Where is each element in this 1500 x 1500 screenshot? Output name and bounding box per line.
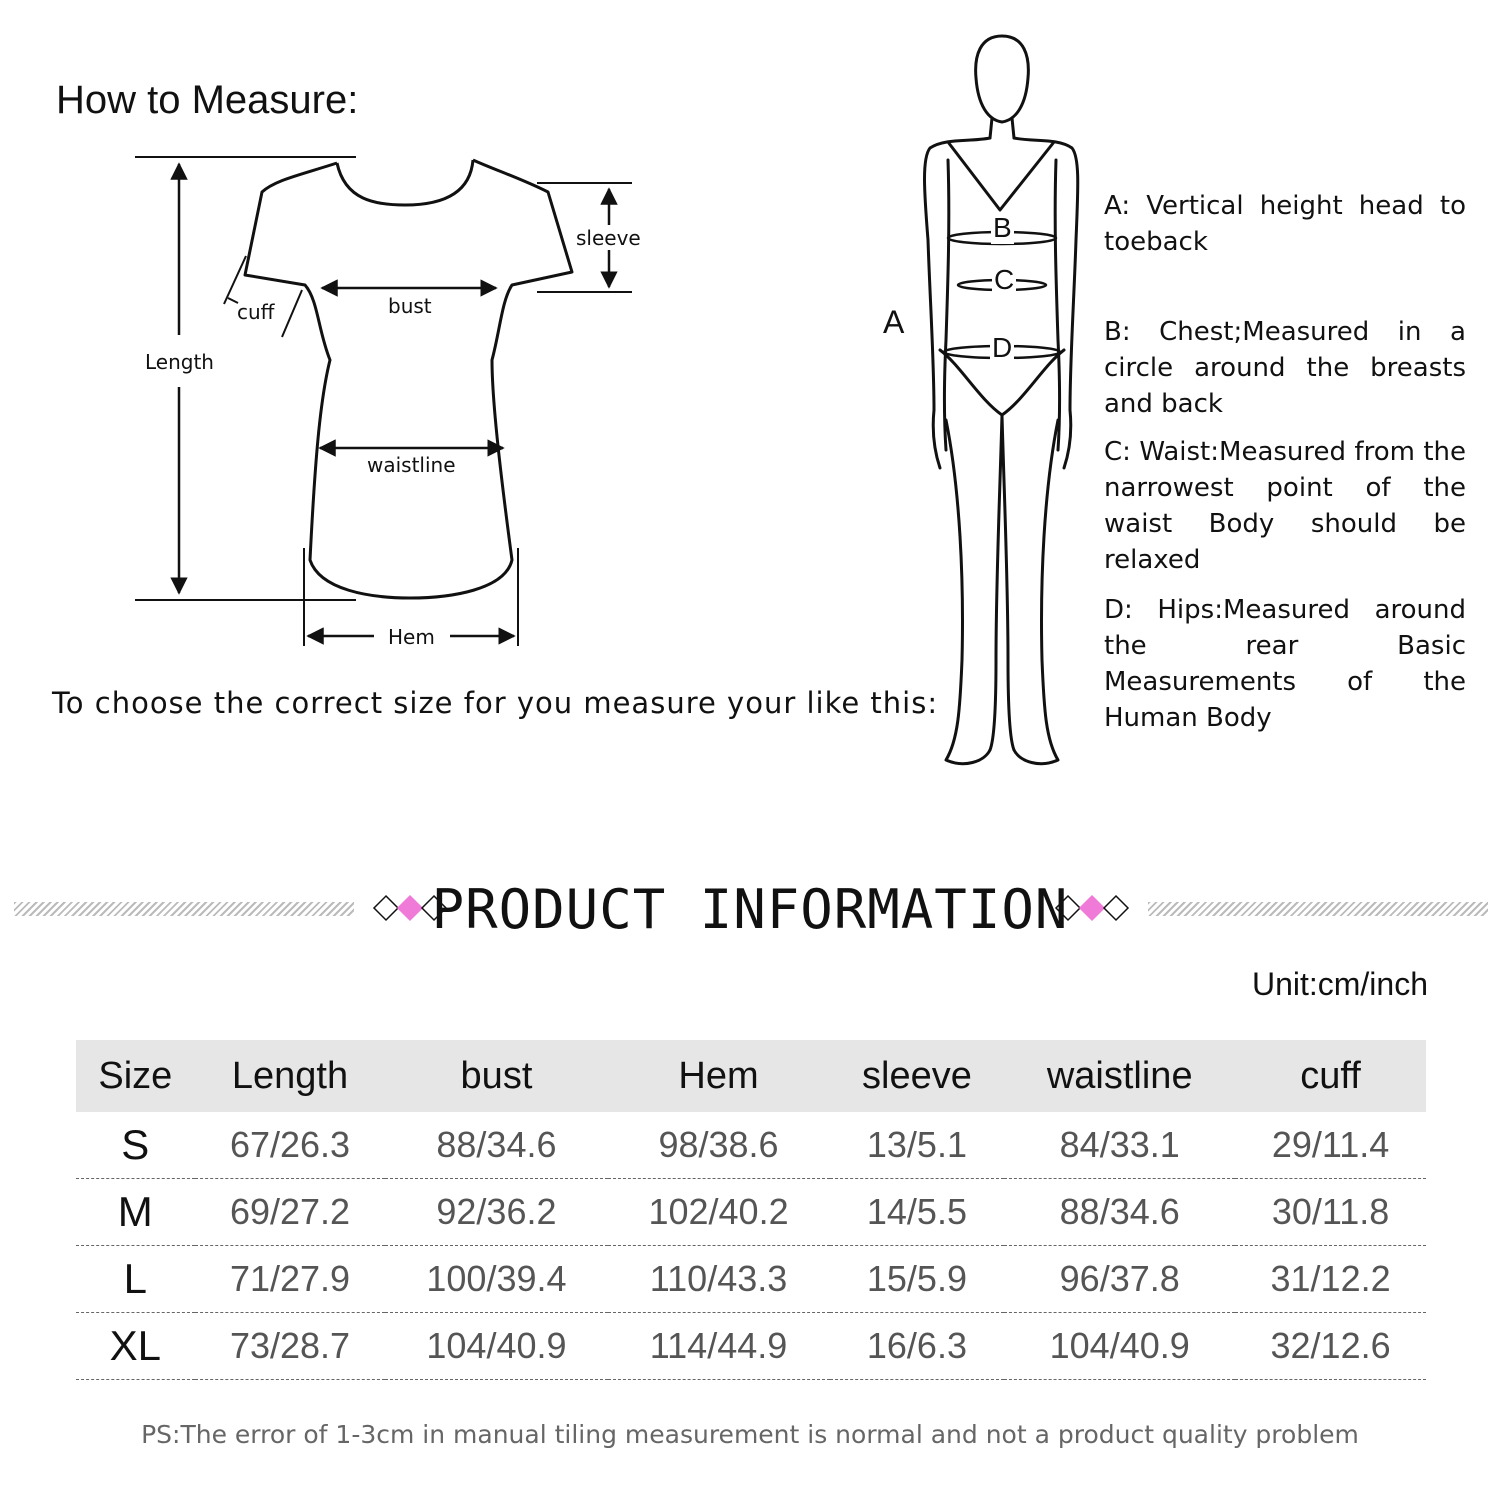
cell-waistline: 88/34.6 bbox=[1004, 1179, 1235, 1246]
cell-hem: 114/44.9 bbox=[608, 1313, 830, 1380]
cell-cuff: 30/11.8 bbox=[1235, 1179, 1426, 1246]
cell-length: 71/27.9 bbox=[195, 1246, 386, 1313]
cell-cuff: 29/11.4 bbox=[1235, 1112, 1426, 1179]
body-label-d: D bbox=[992, 332, 1013, 363]
cell-length: 67/26.3 bbox=[195, 1112, 386, 1179]
cell-sleeve: 16/6.3 bbox=[830, 1313, 1005, 1380]
cell-length: 69/27.2 bbox=[195, 1179, 386, 1246]
body-label-c: C bbox=[994, 264, 1015, 295]
cell-bust: 104/40.9 bbox=[385, 1313, 607, 1380]
cell-length: 73/28.7 bbox=[195, 1313, 386, 1380]
table-row bbox=[76, 1313, 1426, 1380]
cell-bust: 100/39.4 bbox=[385, 1246, 607, 1313]
cell-size: XL bbox=[76, 1313, 195, 1380]
cell-hem: 98/38.6 bbox=[608, 1112, 830, 1179]
header-waistline: waistline bbox=[1046, 1054, 1193, 1097]
bust-label: bust bbox=[388, 294, 432, 318]
sleeve-label: sleeve bbox=[576, 226, 641, 250]
table-row bbox=[76, 1179, 1426, 1246]
cell-waistline: 104/40.9 bbox=[1004, 1313, 1235, 1380]
cell-size: M bbox=[76, 1179, 195, 1246]
cell-sleeve: 15/5.9 bbox=[830, 1246, 1005, 1313]
definition-a: A: Vertical height head to toeback bbox=[1104, 191, 1466, 257]
size-chart-table bbox=[76, 1040, 1426, 1380]
cuff-label: cuff bbox=[237, 300, 275, 324]
shirt-measurement-diagram bbox=[0, 0, 960, 680]
human-body-icon bbox=[925, 36, 1078, 764]
cell-waistline: 84/33.1 bbox=[1004, 1112, 1235, 1179]
cell-waistline: 96/37.8 bbox=[1004, 1246, 1235, 1313]
body-figure-diagram bbox=[900, 20, 1100, 780]
unit-label: Unit:cm/inch bbox=[1251, 966, 1428, 1002]
cell-cuff: 31/12.2 bbox=[1235, 1246, 1426, 1313]
table-row bbox=[76, 1112, 1426, 1179]
waistline-label: waistline bbox=[367, 453, 456, 477]
length-label: Length bbox=[145, 350, 214, 374]
definition-b: B: Chest;Measured in a circle around the breasts and back bbox=[1104, 317, 1466, 419]
body-label-a: A bbox=[883, 304, 905, 340]
header-cuff: cuff bbox=[1300, 1054, 1361, 1097]
cell-cuff: 32/12.6 bbox=[1235, 1313, 1426, 1380]
cell-hem: 110/43.3 bbox=[608, 1246, 830, 1313]
cell-bust: 88/34.6 bbox=[385, 1112, 607, 1179]
header-length: Length bbox=[231, 1054, 349, 1097]
header-sleeve: sleeve bbox=[862, 1054, 972, 1097]
header-bust: bust bbox=[460, 1054, 533, 1097]
hem-label: Hem bbox=[388, 625, 435, 649]
cell-sleeve: 14/5.5 bbox=[830, 1179, 1005, 1246]
cell-size: S bbox=[76, 1112, 195, 1179]
product-information-title: PRODUCT INFORMATION bbox=[431, 878, 1069, 941]
cell-size: L bbox=[76, 1246, 195, 1313]
table-row bbox=[76, 1246, 1426, 1313]
cell-sleeve: 13/5.1 bbox=[830, 1112, 1005, 1179]
measurement-error-note: PS:The error of 1-3cm in manual tiling measurement is normal and not a product quality problem bbox=[141, 1420, 1359, 1449]
cell-bust: 92/36.2 bbox=[385, 1179, 607, 1246]
shirt-outline-icon bbox=[245, 160, 572, 598]
how-to-measure-title: How to Measure: bbox=[56, 78, 359, 122]
cell-hem: 102/40.2 bbox=[608, 1179, 830, 1246]
body-label-b: B bbox=[993, 212, 1012, 243]
definition-d: D: Hips:Measured around the rear Basic Measurements of the Human Body bbox=[1104, 595, 1466, 733]
definition-c: C: Waist:Measured from the narrowest point of the waist Body should be relaxed bbox=[1104, 437, 1466, 575]
header-hem: Hem bbox=[678, 1054, 759, 1097]
table-header-row bbox=[76, 1040, 1426, 1112]
choose-size-instruction: To choose the correct size for you measure your like this: bbox=[52, 686, 939, 720]
header-size: Size bbox=[98, 1054, 173, 1097]
